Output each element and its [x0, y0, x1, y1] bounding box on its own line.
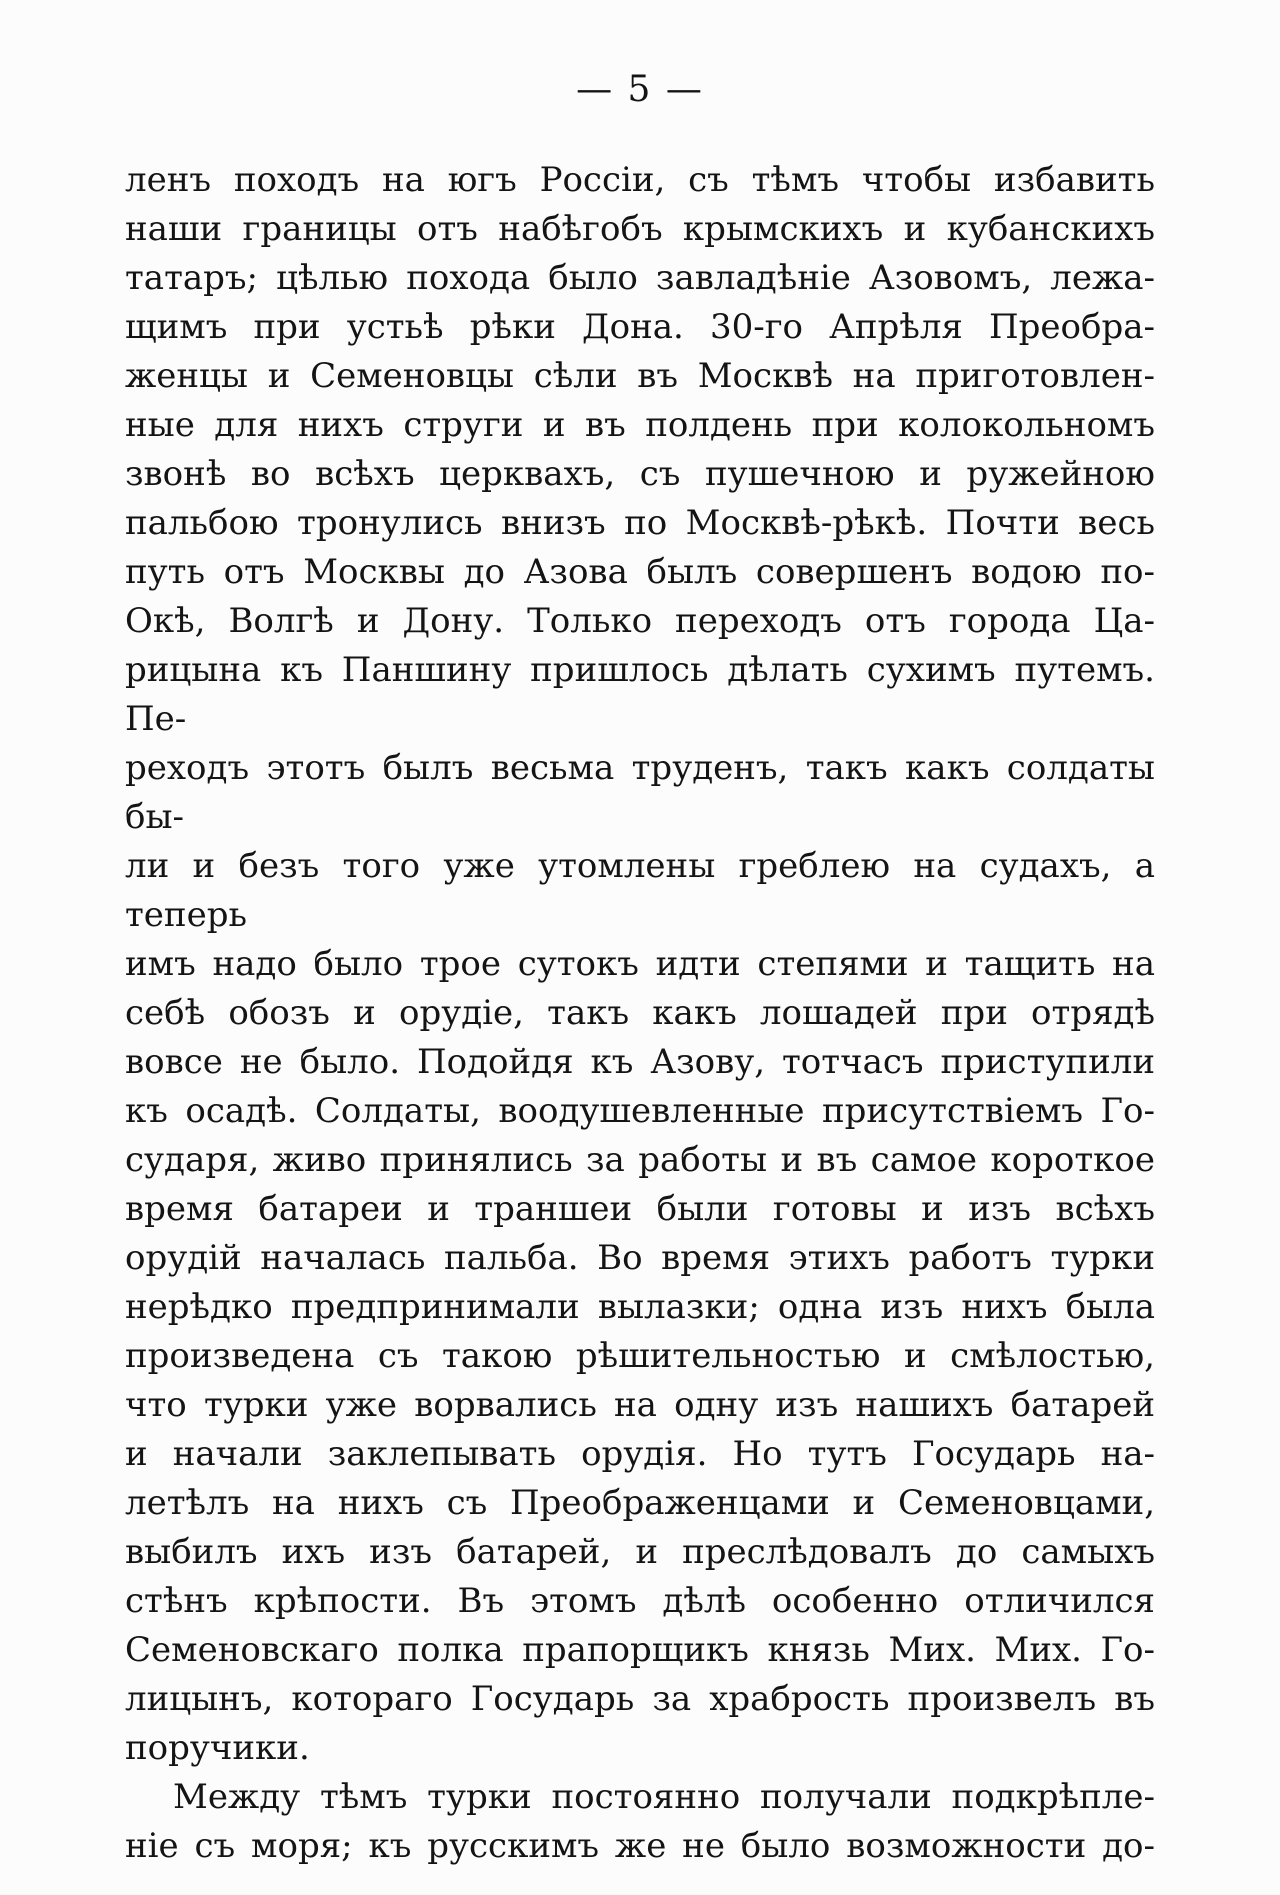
text-line: орудій началась пальба. Во время этихъ работъ турки — [125, 1238, 1155, 1278]
text-line: рицына къ Паншину пришлось дѣлать сухимъ путемъ. Пе- — [125, 650, 1155, 739]
text-line: женцы и Семеновцы сѣли въ Москвѣ на приготовлен- — [125, 356, 1155, 396]
text-line: ли и безъ того уже утомлены греблею на судахъ, а теперь — [125, 846, 1155, 935]
text-line: ніе съ моря; къ русскимъ же не было возможности до- — [125, 1826, 1155, 1866]
text-line: лицынъ, котораго Государь за храбрость произвелъ въ — [125, 1679, 1155, 1719]
text-line: произведена съ такою рѣшительностью и смѣлостью, — [125, 1336, 1155, 1376]
text-line: щимъ при устьѣ рѣки Дона. 30-го Апрѣля Преобра- — [125, 307, 1155, 347]
text-line: и начали заклепывать орудія. Но тутъ Государь на- — [125, 1434, 1155, 1474]
text-line: нерѣдко предпринимали вылазки; одна изъ нихъ была — [125, 1287, 1155, 1327]
text-line: вовсе не было. Подойдя къ Азову, тотчасъ приступили — [125, 1042, 1155, 1082]
text-line: пальбою тронулись внизъ по Москвѣ-рѣкѣ. Почти весь — [125, 503, 1155, 543]
text-line: ные для нихъ струги и въ полдень при колокольномъ — [125, 405, 1155, 445]
text-line: летѣлъ на нихъ съ Преображенцами и Семеновцами, — [125, 1483, 1155, 1523]
text-line: имъ надо было трое сутокъ идти степями и тащить на — [125, 944, 1155, 984]
text-line: звонѣ во всѣхъ церквахъ, съ пушечною и ружейною — [125, 454, 1155, 494]
body-text — [125, 156, 1155, 1871]
text-line: себѣ обозъ и орудіе, такъ какъ лошадей при отрядѣ — [125, 993, 1155, 1033]
text-line: сударя, живо принялись за работы и въ самое короткое — [125, 1140, 1155, 1180]
text-line: ленъ походъ на югъ Россіи, съ тѣмъ чтобы избавить — [125, 160, 1155, 200]
text-line: путь отъ Москвы до Азова былъ совершенъ водою по- — [125, 552, 1155, 592]
text-line: время батареи и траншеи были готовы и изъ всѣхъ — [125, 1189, 1155, 1229]
text-line: что турки уже ворвались на одну изъ нашихъ батарей — [125, 1385, 1155, 1425]
text-line: къ осадѣ. Солдаты, воодушевленные присутствіемъ Го- — [125, 1091, 1155, 1131]
text-line: наши границы отъ набѣгобъ крымскихъ и кубанскихъ — [125, 209, 1155, 249]
page-number-header: — 5 — — [576, 69, 704, 110]
text-line: Семеновскаго полка прапорщикъ князь Мих. Мих. Го- — [125, 1630, 1155, 1670]
text-line: реходъ этотъ былъ весьма труденъ, такъ какъ солдаты бы- — [125, 748, 1155, 837]
text-line: стѣнъ крѣпости. Въ этомъ дѣлѣ особенно отличился — [125, 1581, 1155, 1621]
text-line: поручики. — [125, 1728, 310, 1768]
text-line: Окѣ, Волгѣ и Дону. Только переходъ отъ города Ца- — [125, 601, 1155, 641]
text-line: Между тѣмъ турки постоянно получали подкрѣпле- — [173, 1777, 1155, 1817]
text-line: выбилъ ихъ изъ батарей, и преслѣдовалъ до самыхъ — [125, 1532, 1155, 1572]
text-line: татаръ; цѣлью похода было завладѣніе Азовомъ, лежа- — [125, 258, 1155, 298]
